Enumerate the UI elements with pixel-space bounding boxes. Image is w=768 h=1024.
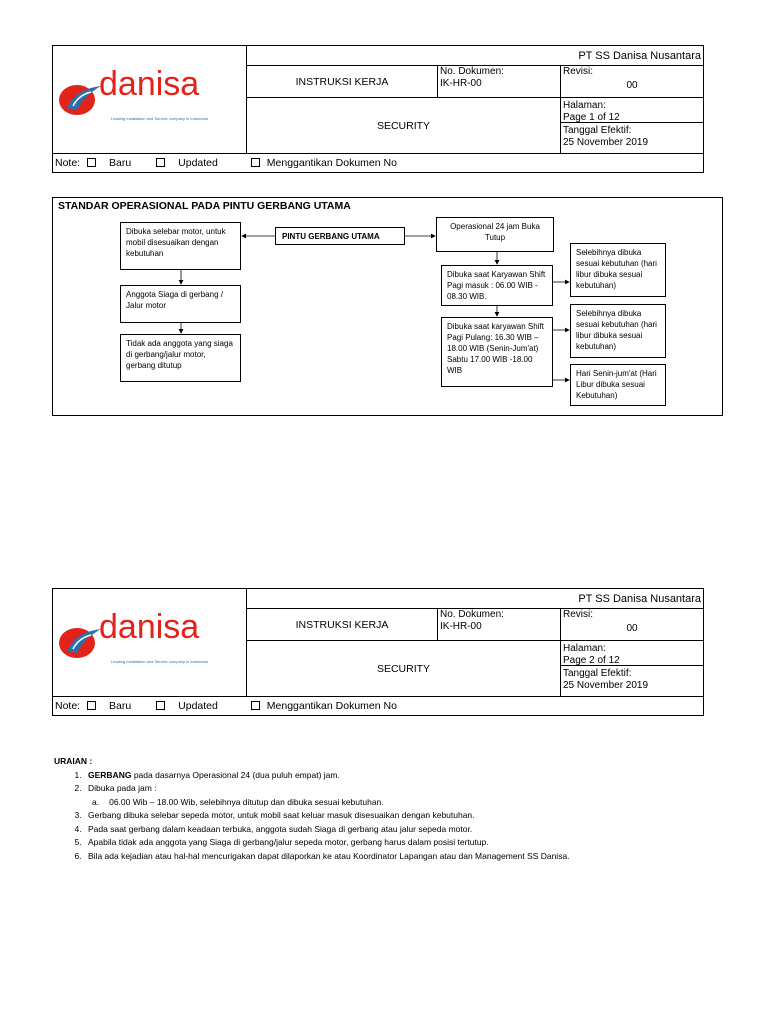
note-row	[53, 154, 704, 173]
list-item: 4. Pada saat gerbang dalam keadaan terbuka, anggota sudah Siaga di gerbang atau jalur sepeda motor.	[84, 823, 570, 837]
page-info	[561, 98, 703, 123]
note-updated-label: Updated	[178, 157, 218, 169]
flow-box-selebihnya-1: Selebihnya dibuka sesuai kebutuhan (hari libur dibuka sesuai kebutuhan)	[570, 243, 666, 297]
page-value: Page 1 of 12	[563, 112, 620, 123]
uraian-title: URAIAN :	[54, 756, 93, 766]
note-label: Note:	[55, 157, 81, 169]
revision-value: 00	[626, 80, 638, 91]
doc-number-cell	[438, 609, 561, 641]
checkbox-baru[interactable]	[87, 158, 96, 167]
item2a-text: 06.00 Wib – 18.00 Wib, selebihnya ditutup dan dibuka sesuai kebutuhan.	[109, 796, 384, 807]
logo-cell	[53, 46, 247, 154]
logo-cell	[53, 589, 247, 697]
checkbox-updated[interactable]	[156, 701, 165, 710]
revision-cell	[561, 609, 704, 641]
item2a-marker: a.	[92, 796, 100, 807]
checkbox-updated[interactable]	[156, 158, 165, 167]
logo-brand-text: danisa	[99, 607, 200, 646]
doc-number-cell	[438, 66, 561, 98]
list-item: 3. Gerbang dibuka selebar sepeda motor, untuk mobil saat keluar masuk disesuaikan dengan kebutuhan.	[84, 809, 570, 823]
page-info	[561, 641, 703, 666]
subject-title: SECURITY	[247, 98, 561, 154]
checkbox-mengganti[interactable]	[251, 158, 260, 167]
item1-text: pada dasarnya Operasional 24 (dua puluh empat) jam.	[131, 769, 340, 780]
note-mengganti-label: Menggantikan Dokumen No	[266, 157, 397, 169]
flow-box-selebihnya-2: Selebihnya dibuka sesuai kebutuhan (hari libur dibuka sesuai kebutuhan)	[570, 304, 666, 358]
document-header-page-1	[52, 45, 704, 173]
effective-date	[561, 666, 703, 693]
flow-box-tidak-ada-anggota: Tidak ada anggota yang siaga di gerbang/jalur motor, gerbang ditutup	[120, 334, 241, 382]
logo-tagline: Leading Installation and Service company in Indonesia	[111, 115, 208, 121]
page-label: Halaman:	[563, 100, 606, 111]
effective-date-label: Tanggal Efektif:	[563, 125, 632, 136]
danisa-logo	[55, 593, 244, 693]
flow-box-anggota-siaga: Anggota Siaga di gerbang / Jalur motor	[120, 285, 241, 323]
flow-box-shift-pagi-masuk: Dibuka saat Karyawan Shift Pagi masuk : 06.00 WIB - 08.30 WIB.	[441, 265, 553, 306]
list-item	[84, 782, 570, 809]
company-name: PT SS Danisa Nusantara	[247, 589, 704, 609]
subject-title: SECURITY	[247, 641, 561, 697]
sub-list-item	[88, 796, 570, 810]
flow-box-hari-senin: Hari Senin-jum'at (Hari Libur dibuka sesuai Kebutuhan)	[570, 364, 666, 406]
page-date-cell	[561, 641, 704, 697]
logo-tagline: Leading Installation and Service company in Indonesia	[111, 658, 208, 664]
flow-box-pintu-gerbang: PINTU GERBANG UTAMA	[275, 227, 405, 245]
uraian-list	[68, 769, 570, 864]
effective-date-value: 25 November 2019	[563, 137, 649, 148]
doc-number-label: No. Dokumen:	[440, 66, 504, 77]
logo-brand-text: danisa	[99, 64, 200, 103]
note-baru-label: Baru	[109, 157, 132, 169]
page-date-cell	[561, 98, 704, 154]
item2-text: Dibuka pada jam :	[88, 783, 157, 793]
item1-keyword: GERBANG	[88, 769, 132, 780]
note-baru-label: Baru	[109, 700, 132, 712]
doc-number-label: No. Dokumen:	[440, 609, 504, 620]
revision-label: Revisi:	[563, 66, 594, 77]
document-header-page-2	[52, 588, 704, 716]
doc-type: INSTRUKSI KERJA	[247, 609, 438, 641]
checkbox-baru[interactable]	[87, 701, 96, 710]
note-mengganti-label: Menggantikan Dokumen No	[266, 700, 397, 712]
uraian-section	[54, 755, 570, 863]
page-value: Page 2 of 12	[563, 655, 620, 666]
company-name: PT SS Danisa Nusantara	[247, 46, 704, 66]
danisa-logo-icon	[57, 82, 103, 118]
list-item: 5. Apabila tidak ada anggota yang Siaga di gerbang/jalur sepeda motor, gerbang harus dalam posisi tertutup.	[84, 836, 570, 850]
flow-diagram	[52, 197, 723, 416]
flow-title: STANDAR OPERASIONAL PADA PINTU GERBANG UTAMA	[58, 200, 351, 212]
danisa-logo	[55, 50, 244, 150]
note-updated-label: Updated	[178, 700, 218, 712]
list-item: 6. Bila ada kejadian atau hal-hal mencurigakan dapat dilaporkan ke atau Koordinator Lapangan atau dan Management SS Danisa.	[84, 850, 570, 864]
note-row	[53, 697, 704, 716]
revision-value: 00	[626, 623, 638, 634]
checkbox-mengganti[interactable]	[251, 701, 260, 710]
doc-number-value: IK-HR-00	[440, 78, 482, 89]
danisa-logo-icon	[57, 625, 103, 661]
effective-date-value: 25 November 2019	[563, 680, 649, 691]
revision-cell	[561, 66, 704, 98]
note-label: Note:	[55, 700, 81, 712]
doc-number-value: IK-HR-00	[440, 621, 482, 632]
flow-box-dibuka-selebar: Dibuka selebar motor, untuk mobil disesuaikan dengan kebutuhan	[120, 222, 241, 270]
list-item	[84, 769, 570, 783]
effective-date	[561, 123, 703, 150]
doc-type: INSTRUKSI KERJA	[247, 66, 438, 98]
effective-date-label: Tanggal Efektif:	[563, 668, 632, 679]
page-label: Halaman:	[563, 643, 606, 654]
revision-label: Revisi:	[563, 609, 594, 620]
flow-box-shift-pagi-pulang: Dibuka saat karyawan Shift Pagi Pulang: 16.30 WIB – 18.00 WIB (Senin-Jum'at) Sabtu 17.00 WIB -18.00 WIB	[441, 317, 553, 387]
flow-box-operasional: Operasional 24 jam Buka Tutup	[436, 217, 554, 252]
